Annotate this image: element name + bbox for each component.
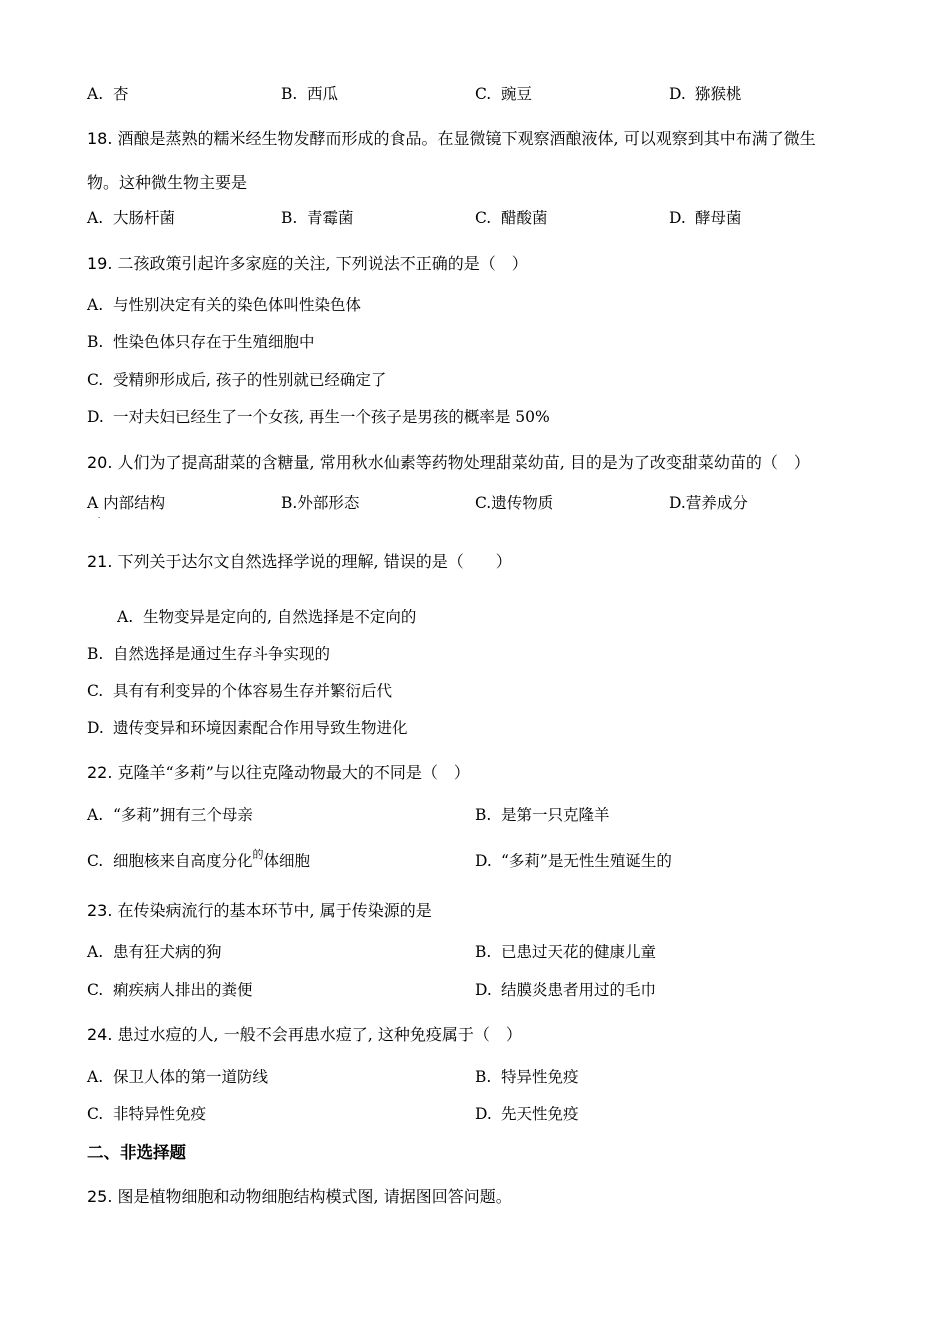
- q17-option-a: A. 杏: [87, 85, 129, 103]
- q18-stem-line1: 18. 酒酿是蒸熟的糯米经生物发酵而形成的食品。在显微镜下观察酒酿液体, 可以观察到其中布满了微生: [87, 129, 816, 148]
- q25-stem: 25. 图是植物细胞和动物细胞结构模式图, 请据图回答问题。: [87, 1187, 512, 1206]
- q18-option-d: D. 酵母菌: [669, 209, 742, 227]
- q24-option-c: C. 非特异性免疫: [87, 1105, 207, 1123]
- q22-option-d: D. “多莉”是无性生殖诞生的: [475, 852, 672, 870]
- q17-option-b: B. 西瓜: [281, 85, 339, 103]
- q20-stem: 20. 人们为了提高甜菜的含糖量, 常用秋水仙素等药物处理甜菜幼苗, 目的是为了改变甜菜幼苗的（ ）: [87, 453, 810, 472]
- q22-stem: 22. 克隆羊“多莉”与以往克隆动物最大的不同是（ ）: [87, 763, 470, 782]
- q24-option-d: D. 先天性免疫: [475, 1105, 579, 1123]
- q23-option-b: B. 已患过天花的健康儿童: [475, 943, 657, 961]
- q17-option-d: D. 猕猴桃: [669, 85, 742, 103]
- q18-option-a: A. 大肠杆菌: [87, 209, 176, 227]
- q23-stem: 23. 在传染病流行的基本环节中, 属于传染源的是: [87, 901, 432, 920]
- q18-option-c: C. 醋酸菌: [475, 209, 548, 227]
- q24-option-a: A. 保卫人体的第一道防线: [87, 1068, 269, 1086]
- q22-option-c: C. 细胞核来自高度分化$^的$体细胞: [87, 848, 311, 870]
- q23-option-d: D. 结膜炎患者用过的毛巾: [475, 981, 657, 999]
- exam-page: A. 杏 B. 西瓜 C. 豌豆 D. 猕猴桃 18. 酒酿是蒸熟的糯米经生物发酵而形成的食品。在显微镜下观察酒酿液体, 可以观察到其中布满了微生 物。这种微生物主要是 A. 大肠杆菌 B. 青霉菌 C. 醋酸菌 D. 酵母菌 19. 二孩政策引起许多家庭的关注, 下列说法不正确的是（ ） A. 与性别决定有关的染色体叫性染色体 B. 性染色体只存在于生殖细胞中 C. 受精卵形成后, 孩子的性别就已经确定了 D. 一对夫妇已经生了一个女孩, 再生一个孩子是男孩的概率是 50% 20. 人们为了提高甜菜的含糖量, 常用秋水仙素等药物处理甜菜幼苗, 目的是为了改变甜菜幼苗的（ ） A 内部结构 B.外部形态 C.遗传物质 D.营养成分 · 21. 下列关于达尔文自然选择学说的理解, 错误的是（ ） A. 生物变异是定向的, 自然选择是不定向的 B. 自然选择是通过生存斗争实现的 C. 具有有利变异的个体容易生存并繁衍后代 D. 遗传变异和环境因素配合作用导致生物进化 22. 克隆羊“多莉”与以往克隆动物最大的不同是（ ） A. “多莉”拥有三个母亲 B. 是第一只克隆羊 C. 细胞核来自高度分化$^的$体细胞 D. “多莉”是无性生殖诞生的 23. 在传染病流行的基本环节中, 属于传染源的是 A. 患有狂犬病的狗 B. 已患过天花的健康儿童 C. 痢疾病人排出的粪便 D. 结膜炎患者用过的毛巾 24. 患过水痘的人, 一般不会再患水痘了, 这种免疫属于（ ） A. 保卫人体的第一道防线 B. 特异性免疫 C. 非特异性免疫 D. 先天性免疫 二、非选择题 25. 图是植物细胞和动物细胞结构模式图, 请据图回答问题。: [0, 0, 950, 1344]
- q20-option-c: C.遗传物质: [475, 494, 554, 512]
- q19-stem: 19. 二孩政策引起许多家庭的关注, 下列说法不正确的是（ ）: [87, 254, 528, 273]
- q17-option-c: C. 豌豆: [475, 85, 533, 103]
- q20-option-a: A 内部结构: [87, 494, 166, 512]
- q20-option-d: D.营养成分: [669, 494, 748, 512]
- q20-option-b: B.外部形态: [281, 494, 360, 512]
- q21-stem: 21. 下列关于达尔文自然选择学说的理解, 错误的是（ ）: [87, 552, 512, 571]
- q18-stem-line2: 物。这种微生物主要是: [87, 173, 248, 192]
- q24-stem: 24. 患过水痘的人, 一般不会再患水痘了, 这种免疫属于（ ）: [87, 1025, 522, 1044]
- q22-option-b: B. 是第一只克隆羊: [475, 806, 610, 824]
- q22-option-a: A. “多莉”拥有三个母亲: [87, 806, 253, 824]
- q23-option-a: A. 患有狂犬病的狗: [87, 943, 222, 961]
- stray-mark: ·: [98, 514, 101, 522]
- q18-option-b: B. 青霉菌: [281, 209, 354, 227]
- section-heading: 二、非选择题: [87, 1143, 186, 1162]
- q24-option-b: B. 特异性免疫: [475, 1068, 579, 1086]
- q23-option-c: C. 痢疾病人排出的粪便: [87, 981, 253, 999]
